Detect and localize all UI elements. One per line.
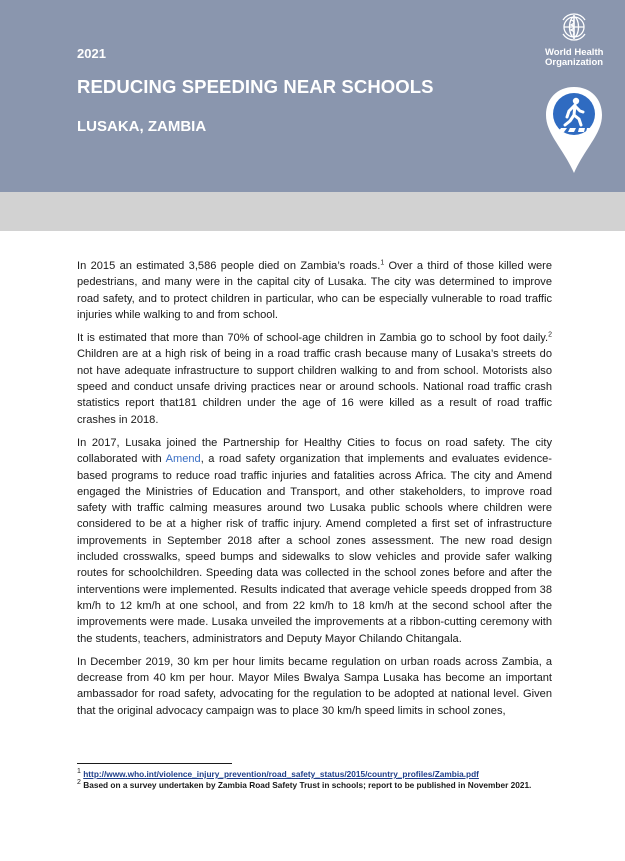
who-logo <box>545 12 615 82</box>
footnote: $^2$ Based on a survey undertaken by Zambia Road Safety Trust in schools; report to be published in November 2021. <box>77 779 532 790</box>
paragraph: In 2017, Lusaka joined the Partnership for Healthy Cities to focus on road safety. The city collaborated with Amend, a road safety organization that implements and evaluates evidence-based programs to reduce road traffic injuries and fatalities across Africa. The city and Amend engaged the Ministries of Education and Transport, and other stakeholders, to improve road safety with traffic calming measures around two Lusaka public schools where children were considered to be at a higher risk of traffic injury. Amend completed a first set of infrastructure improvements in September 2018 after a school zones assessment. The new road design included crosswalks, speed bumps and sidewalks to slow vehicles and provide safer walking routes for schoolchildren. Speeding data was collected in the school zones before and after the interventions were implemented. Results indicated that average vehicle speeds dropped from 38 km/h to 12 km/h at one school, and from 22 km/h to 18 km/h at the second school after the improvements were made. Lusaka unveiled the improvements at a ribbon-cutting ceremony with the students, teachers, administrators and Deputy Mayor Chilando Chitangala. <box>77 436 552 645</box>
who-logo-line1: World Health <box>545 47 604 58</box>
page-title: REDUCING SPEEDING NEAR SCHOOLS <box>77 76 434 97</box>
who-logo-line2: Organization <box>545 57 604 68</box>
who-emblem-icon <box>559 12 589 42</box>
footnote-ref[interactable]: 2 <box>548 331 552 339</box>
footnote-ref[interactable]: 1 <box>380 259 385 267</box>
footnote-divider <box>77 763 232 764</box>
header-band <box>0 192 625 231</box>
paragraph: In 2015 an estimated 3,586 people died on Zambia’s roads.$^1$ Over a third of those killed were pedestrians, and many were in the capital city of Lusaka. The city was determined to improve road safety, and to protect children in particular, who can be especially vulnerable to road traffic injuries while walking to and from school. <box>77 259 552 321</box>
pedestrian-crossing-pin-icon <box>543 84 605 176</box>
publication-year: 2021 <box>77 46 106 61</box>
page-subtitle: LUSAKA, ZAMBIA <box>77 118 207 135</box>
footnotes <box>77 769 552 791</box>
article-body <box>77 258 552 726</box>
footnote: $^1$ http://www.who.int/violence_injury_prevention/road_safety_status/2015/country_profiles/Zambia.pdf <box>77 768 479 779</box>
footnote-link[interactable]: http://www.who.int/violence_injury_prevention/road_safety_status/2015/country_profiles/Zambia.pdf <box>83 769 479 779</box>
who-logo-text <box>545 48 625 68</box>
paragraph: It is estimated that more than 70% of school-age children in Zambia go to school by foot daily.$^2$ Children are at a high risk of being in a road traffic crash because many of Lusaka’s streets do not have adequate infrastructure to support children walking to and from school. Motorists also speed and conduct unsafe driving practices near or around schools. National road traffic crash statistics report that181 children under the age of 16 were killed as a result of road traffic crashes in 2018. <box>77 331 552 426</box>
amend-link[interactable]: Amend <box>165 453 201 466</box>
paragraph: In December 2019, 30 km per hour limits became regulation on urban roads across Zambia, a decrease from 40 km per hour. Mayor Miles Bwalya Sampa Lusaka has become an important ambassador for road safety, advocating for the regulation to be adopted at national level. Given that the original advocacy campaign was to place 30 km/h speed limits in school zones, <box>77 655 552 717</box>
